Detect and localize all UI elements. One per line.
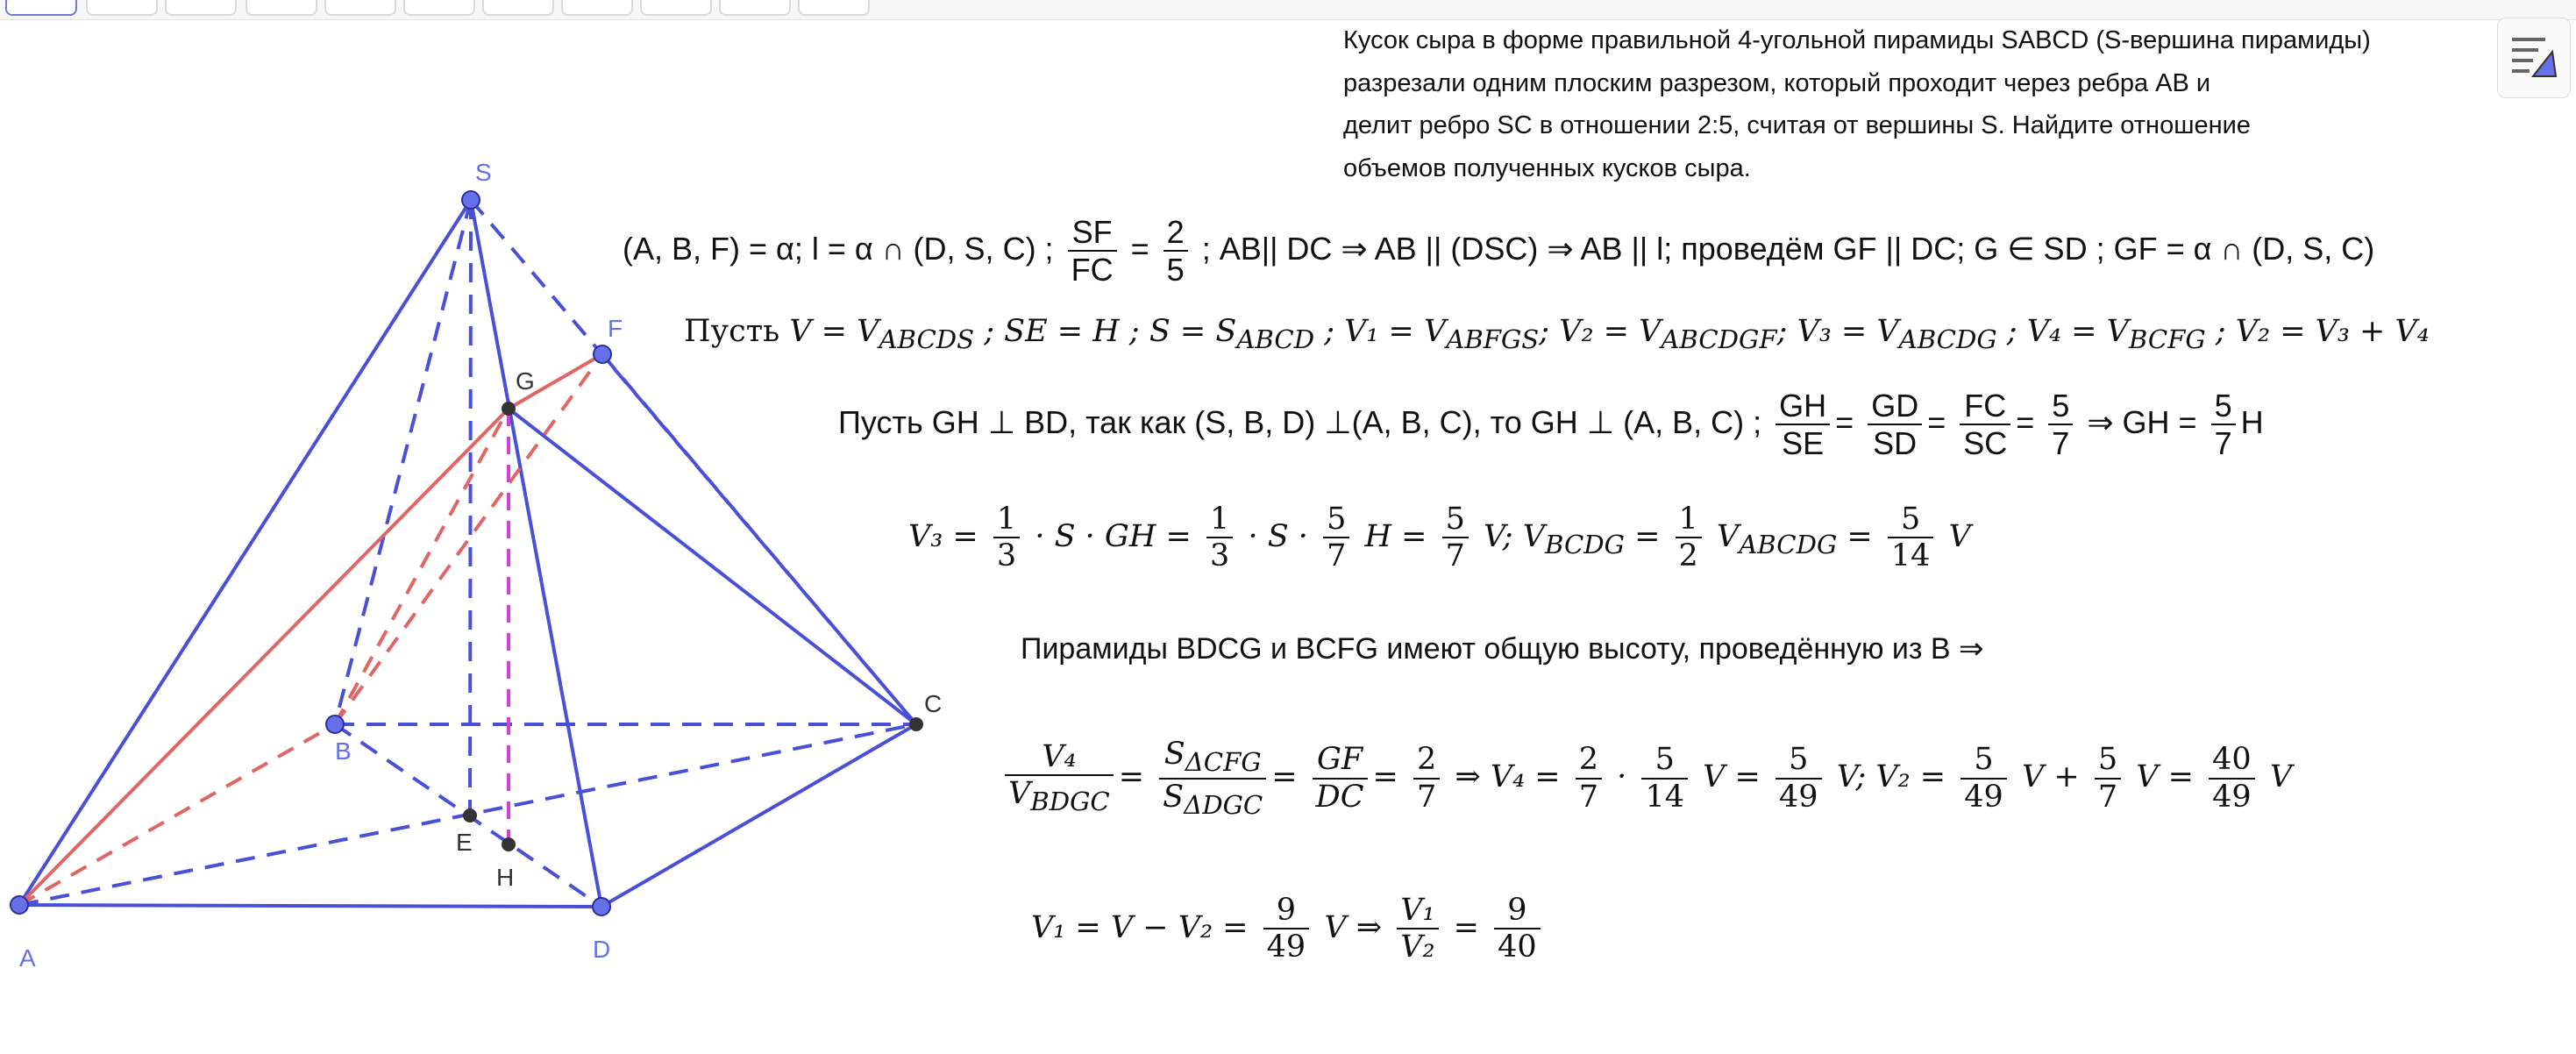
problem-line-2: разрезали одним плоским разрезом, который проходит через ребра AB и: [1343, 68, 2211, 97]
fraction-2-5: $\frac{2}{5}$: [1163, 214, 1188, 288]
formula-row-5: Пирамиды BDCG и BCFG имеют общую высоту, проведённую из B ⇒: [1021, 632, 1984, 666]
algebra-view-button[interactable]: [2497, 18, 2571, 98]
formula-row-1: [623, 214, 2374, 288]
label-B: B: [335, 737, 352, 765]
edge-SB[interactable]: [335, 200, 471, 724]
edge-AD[interactable]: [19, 905, 601, 907]
cut-AG[interactable]: [19, 409, 509, 905]
label-C: C: [924, 690, 943, 717]
formula-row-7: V₁ = V − V₂ = $\frac{9}{49}$ V ⇒ $\frac{\text{V₁}}{\text{V₂}}$ = $\frac{9}{40}$: [1031, 893, 1546, 965]
formula-1-part-a: (A, B, F) = α; l = α ∩ (D, S, C) ;: [623, 230, 1054, 267]
cut-BG[interactable]: [335, 409, 509, 724]
label-A: A: [19, 944, 36, 972]
fraction-FC-SC: $\frac{FC}{SC}$: [1960, 388, 2010, 462]
point-G[interactable]: [502, 402, 516, 416]
label-G: G: [516, 367, 535, 395]
problem-line-3: делит ребро SC в отношении 2:5, считая от вершины S. Найдите отношение: [1343, 111, 2251, 139]
problem-statement: [1343, 19, 2509, 189]
edge-SA[interactable]: [19, 200, 471, 905]
problem-line-1: Кусок сыра в форме правильной 4-угольной пирамиды SABCD (S-вершина пирамиды): [1343, 26, 2371, 54]
formula-1-eq: =: [1130, 230, 1149, 267]
edge-DC[interactable]: [601, 724, 916, 907]
label-D: D: [593, 936, 611, 963]
point-H[interactable]: [502, 837, 516, 851]
problem-line-4: объемов полученных кусков сыра.: [1343, 153, 1751, 182]
fraction-GH-SE: $\frac{GH}{SE}$: [1775, 388, 1830, 462]
point-A[interactable]: [11, 896, 28, 914]
point-S[interactable]: [462, 191, 480, 209]
point-C[interactable]: [909, 717, 923, 731]
point-D[interactable]: [593, 898, 610, 915]
algebra-view-icon: [2510, 34, 2559, 82]
formula-1-part-b: ; AB|| DC ⇒ AB || (DSC) ⇒ AB || l; проведём GF || DC; G ∈ SD ; GF = α ∩ (D, S, C): [1201, 230, 2375, 267]
edge-SD[interactable]: [471, 200, 601, 907]
cut-BF[interactable]: [335, 354, 602, 724]
formula-row-4: V₃ = $\frac{1}{3}$ · S · GH = $\frac{1}{3}$ · S · $\frac{5}{7}$ H = $\frac{5}{7}$ V; $V_{BCDG}$ = $\frac{1}{2}$ $V_{ABCDG}$ = $\frac{5}{14}$ V: [908, 502, 1971, 574]
formula-3-part-a: Пусть GH ⊥ BD, так как (S, B, D) ⊥(A, B, C), то GH ⊥ (A, B, C) ;: [838, 403, 1762, 440]
formula-row-6: $\frac{\text{V₄}}{V_{BDGC}}$ = $\frac{S_{\Delta CFG}}{S_{\Delta DGC}}$ = $\frac{GF}{DC}$ = $\frac{2}{7}$ ⇒ V₄ = $\frac{2}{7}$ · $\frac{5}{14}$ V = $\frac{5}{49}$ V; V₂ = $\frac{5}{49}$ V + $\frac{5}{7}$ V = $\frac{40}{49}$ V: [1000, 737, 2292, 820]
label-H: H: [496, 864, 515, 891]
point-B[interactable]: [326, 716, 344, 733]
label-F: F: [608, 315, 623, 342]
fraction-5-7: $\frac{5}{7}$: [2048, 388, 2073, 462]
cut-AB[interactable]: [19, 724, 335, 905]
formula-row-3: Пусть GH ⊥ BD, так как (S, B, D) ⊥(A, B, C), то GH ⊥ (A, B, C) ; $\frac{GH}{SE}$ = $\frac{GD}{SD}$ = $\frac{FC}{SC}$ = $\frac{5}{7}$ ⇒ GH = $\frac{5}{7}$ H: [838, 388, 2264, 462]
formula-row-2: Пусть $V = V_{ABCDS}$ ; SE = H ; $S = S_{ABCD}$ ; $V_1 = V_{ABFGS}$; $V_2 = V_{ABCDGF}$; $V_3 = V_{ABCDG}$ ; $V_4 = V_{BCFG}$ ; V₂ = V₃ + V₄: [684, 314, 2430, 354]
formula-2-lead: Пусть: [684, 314, 780, 349]
label-S: S: [475, 159, 492, 186]
point-F[interactable]: [594, 345, 611, 363]
fraction-SF-FC: $\frac{SF}{FC}$: [1068, 214, 1117, 288]
fraction-5-7-b: $\frac{5}{7}$: [2211, 388, 2236, 462]
label-E: E: [456, 829, 473, 856]
point-E[interactable]: [463, 808, 477, 823]
fraction-GD-SD: $\frac{GD}{SD}$: [1868, 388, 1922, 462]
